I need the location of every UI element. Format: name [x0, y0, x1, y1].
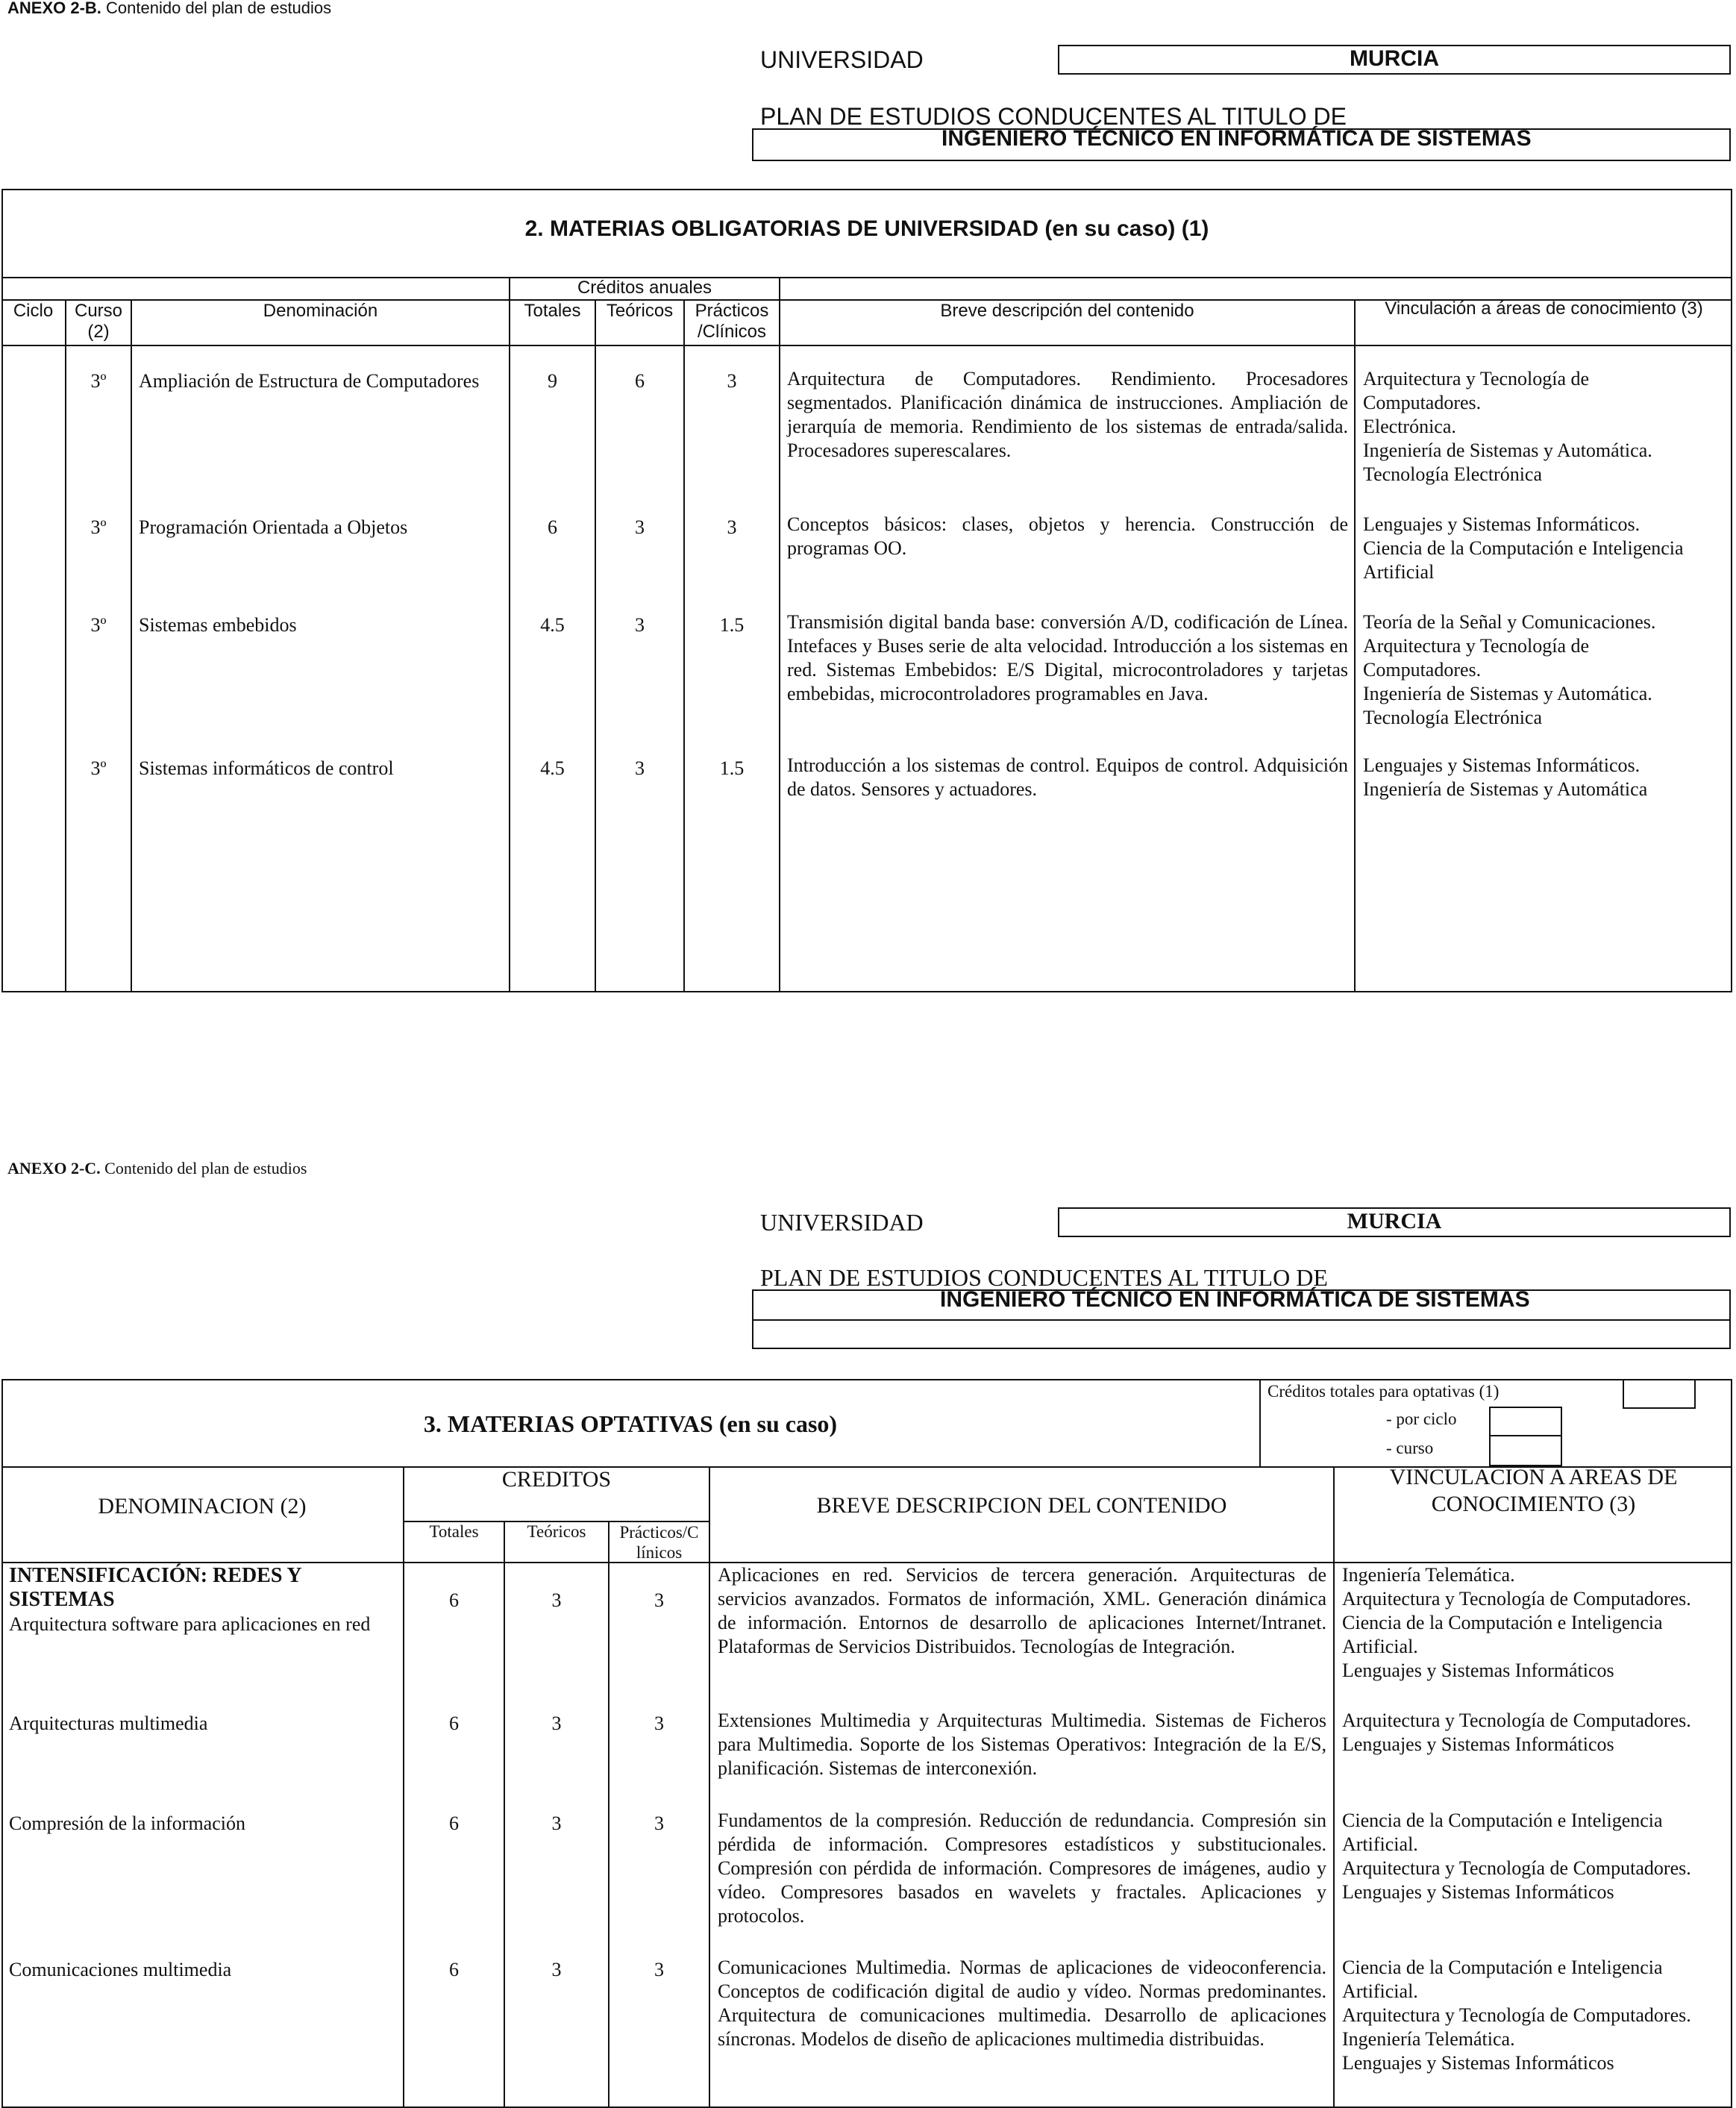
annex-c-label — [7, 1159, 307, 1178]
annex-c-plan-label: PLAN DE ESTUDIOS CONDUCENTES AL TITULO DE — [760, 1264, 1328, 1291]
header-practicos-1: Prácticos — [695, 301, 769, 321]
annex-b-plan-value: INGENIERO TÉCNICO EN INFORMÁTICA DE SISTEMAS — [941, 126, 1532, 151]
row-curso: 3º — [90, 370, 107, 392]
row-practicos: 3 — [727, 370, 737, 392]
header-totales: Totales — [524, 301, 581, 321]
row-teoricos: 3 — [551, 1713, 562, 1734]
row-totales: 6 — [449, 1589, 459, 1611]
header-descripcion: Breve descripción del contenido — [940, 301, 1194, 321]
row-denominacion: Sistemas informáticos de control — [139, 757, 394, 779]
c-header-vinculacion — [1335, 1464, 1732, 1518]
c-header-descripcion: BREVE DESCRIPCION DEL CONTENIDO — [816, 1493, 1227, 1518]
annex-b-label — [7, 0, 331, 18]
annex-c-universidad-box — [1058, 1207, 1731, 1237]
row-teoricos: 3 — [635, 757, 645, 779]
row-practicos: 3 — [727, 516, 737, 538]
annex-b-plan-label: PLAN DE ESTUDIOS CONDUCENTES AL TITULO DE — [760, 103, 1347, 130]
annex-b-section-title: 2. MATERIAS OBLIGATORIAS DE UNIVERSIDAD (en su caso) (1) — [524, 216, 1209, 241]
row-areas: Arquitectura y Tecnología de Computadores. Lenguajes y Sistemas Informáticos — [1342, 1710, 1691, 1755]
row-denominacion: Arquitectura software para aplicaciones en red — [9, 1613, 371, 1635]
row-descripcion: Introducción a los sistemas de control. Equipos de control. Adquisición de datos. Sensores y actuadores. — [787, 754, 1348, 800]
row-areas: Lenguajes y Sistemas Informáticos. Ciencia de la Computación e Inteligencia Artificial — [1363, 513, 1684, 583]
row-practicos: 3 — [654, 1713, 664, 1734]
c-header-practicos-2: línicos — [636, 1543, 683, 1562]
row-teoricos: 3 — [551, 1959, 562, 1980]
row-group-title: INTENSIFICACIÓN: REDES Y SISTEMAS — [9, 1564, 302, 1611]
row-denominacion: Arquitecturas multimedia — [9, 1713, 208, 1734]
row-denominacion: Comunicaciones multimedia — [9, 1959, 232, 1980]
annex-b-plan-box — [752, 128, 1731, 161]
c-header-totales: Totales — [429, 1522, 479, 1541]
row-totales: 6 — [548, 516, 557, 538]
annex-c-plan-value: INGENIERO TÉCNICO EN INFORMÁTICA DE SISTEMAS — [940, 1287, 1530, 1312]
header-practicos — [685, 301, 779, 343]
por-ciclo-box[interactable] — [1489, 1407, 1562, 1436]
annex-c-universidad-label: UNIVERSIDAD — [760, 1209, 924, 1236]
row-descripcion: Comunicaciones Multimedia. Normas de aplicaciones de videoconferencia. Conceptos de codificación digital de audio y vídeo. Normas predominantes. Arquitectura de comunicaciones multimedia. Desarrollo de aplicaciones síncronas. Modelos de diseño de aplicaciones multimedia distribuidas. — [718, 1957, 1326, 2050]
optativas-total-label: Créditos totales para optativas (1) — [1267, 1382, 1500, 1401]
row-teoricos: 3 — [551, 1813, 562, 1834]
header-creditos-anuales: Créditos anuales — [577, 278, 712, 298]
optativas-total-box[interactable] — [1623, 1379, 1696, 1409]
c-header-practicos-1: Prácticos/C — [619, 1523, 699, 1542]
header-vinculacion: Vinculación a áreas de conocimiento (3) — [1385, 298, 1703, 319]
row-curso: 3º — [90, 516, 107, 538]
row-practicos: 3 — [654, 1959, 664, 1980]
c-header-vinculacion-1: VINCULACION A AREAS DE — [1389, 1465, 1678, 1489]
row-practicos: 3 — [654, 1813, 664, 1834]
row-denominacion: Sistemas embebidos — [139, 614, 297, 636]
row-denominacion: Programación Orientada a Objetos — [139, 516, 408, 538]
header-ciclo: Ciclo — [13, 301, 54, 321]
row-practicos: 1.5 — [719, 757, 745, 779]
row-totales: 6 — [449, 1959, 459, 1980]
row-areas: Teoría de la Señal y Comunicaciones. Arquitectura y Tecnología de Computadores. Ingeniería de Sistemas y Automática. Tecnología Electrónica — [1363, 611, 1656, 728]
row-descripcion: Transmisión digital banda base: conversión A/D, codificación de Línea. Intefaces y Buses serie de alta velocidad. Introducción a los sistemas en red. Sistemas Embebidos: E/S Digital, microcontroladores y tarjetas embebidas, microcontroladores programables en Java. — [787, 611, 1348, 704]
row-totales: 4.5 — [540, 614, 565, 636]
row-practicos: 3 — [654, 1589, 664, 1611]
header-denominacion: Denominación — [263, 301, 378, 321]
header-curso — [66, 301, 131, 343]
annex-c-section-title: 3. MATERIAS OPTATIVAS (en su caso) — [423, 1410, 838, 1437]
row-teoricos: 3 — [635, 516, 645, 538]
curso-label: - curso — [1386, 1439, 1434, 1457]
row-areas: Arquitectura y Tecnología de Computadores. Electrónica. Ingeniería de Sistemas y Automática. Tecnología Electrónica — [1363, 368, 1652, 485]
row-practicos: 1.5 — [719, 614, 745, 636]
row-descripcion: Aplicaciones en red. Servicios de tercera generación. Arquitecturas de servicios avanzados. Formatos de información, XML. Generación dinámica de información. Entornos de desarrollo de aplicaciones Internet/Intranet. Plataformas de Servicios Distribuidos. Tecnologías de Integración. — [718, 1564, 1326, 1657]
c-header-vinculacion-2: CONOCIMIENTO (3) — [1431, 1492, 1636, 1516]
row-teoricos: 6 — [635, 370, 645, 392]
row-areas: Ingeniería Telemática. Arquitectura y Tecnología de Computadores. Ciencia de la Computación e Inteligencia Artificial. Lenguajes y Sistemas Informáticos — [1342, 1564, 1691, 1681]
row-denominacion: Ampliación de Estructura de Computadores — [139, 370, 480, 392]
header-practicos-2: /Clínicos — [697, 322, 767, 342]
c-header-practicos — [610, 1522, 709, 1563]
header-teoricos: Teóricos — [606, 301, 674, 321]
row-descripcion: Fundamentos de la compresión. Reducción de redundancia. Compresión sin pérdida de información. Compresores estadísticos y substitucionales. Compresión con pérdida de información. Compresores de imágenes, audio y vídeo. Compresores basados en wavelets y fractales. Aplicaciones y protocolos. — [718, 1810, 1326, 1927]
row-descripcion: Arquitectura de Computadores. Rendimiento. Procesadores segmentados. Planificación dinámica de instrucciones. Ampliación de jerarquía de memoria. Rendimiento de los sistemas de entrada/salida. Procesadores superescalares. — [787, 368, 1348, 461]
por-ciclo-label: - por ciclo — [1386, 1410, 1457, 1428]
annex-b-universidad-value: MURCIA — [1350, 46, 1439, 71]
row-curso: 3º — [90, 757, 107, 779]
row-curso: 3º — [90, 614, 107, 636]
row-denominacion: Compresión de la información — [9, 1813, 245, 1834]
row-totales: 6 — [449, 1713, 459, 1734]
annex-c-label-rest: Contenido del plan de estudios — [100, 1159, 307, 1177]
header-curso-note: (2) — [87, 322, 110, 342]
row-areas: Lenguajes y Sistemas Informáticos. Ingeniería de Sistemas y Automática — [1363, 754, 1648, 800]
row-areas: Ciencia de la Computación e Inteligencia Artificial. Arquitectura y Tecnología de Computadores. Ingeniería Telemática. Lenguajes y Sistemas Informáticos — [1342, 1957, 1691, 2074]
row-teoricos: 3 — [635, 614, 645, 636]
annex-b-universidad-box — [1058, 45, 1731, 75]
c-header-denominacion: DENOMINACION (2) — [98, 1494, 307, 1519]
row-descripcion: Conceptos básicos: clases, objetos y herencia. Construcción de programas OO. — [787, 513, 1348, 559]
annex-c-universidad-value: MURCIA — [1347, 1209, 1442, 1233]
row-totales: 6 — [449, 1813, 459, 1834]
row-totales: 9 — [548, 370, 557, 392]
curso-box[interactable] — [1489, 1435, 1562, 1466]
header-curso-label: Curso — [74, 301, 123, 321]
annex-b-universidad-label: UNIVERSIDAD — [760, 46, 924, 73]
annex-b-label-rest: Contenido del plan de estudios — [101, 0, 332, 17]
row-areas: Ciencia de la Computación e Inteligencia Artificial. Arquitectura y Tecnología de Computadores. Lenguajes y Sistemas Informáticos — [1342, 1810, 1691, 1903]
annex-c-label-bold: ANEXO 2-C. — [7, 1159, 101, 1177]
c-header-teoricos: Teóricos — [527, 1522, 586, 1541]
annex-b-label-bold: ANEXO 2-B. — [7, 0, 101, 17]
c-header-creditos: CREDITOS — [501, 1467, 612, 1492]
row-totales: 4.5 — [540, 757, 565, 779]
row-descripcion: Extensiones Multimedia y Arquitecturas Multimedia. Sistemas de Ficheros para Multimedia. Soporte de los Sistemas Operativos: Integración de la E/S, planificación. Sistemas de interconexión. — [718, 1710, 1326, 1779]
row-teoricos: 3 — [551, 1589, 562, 1611]
